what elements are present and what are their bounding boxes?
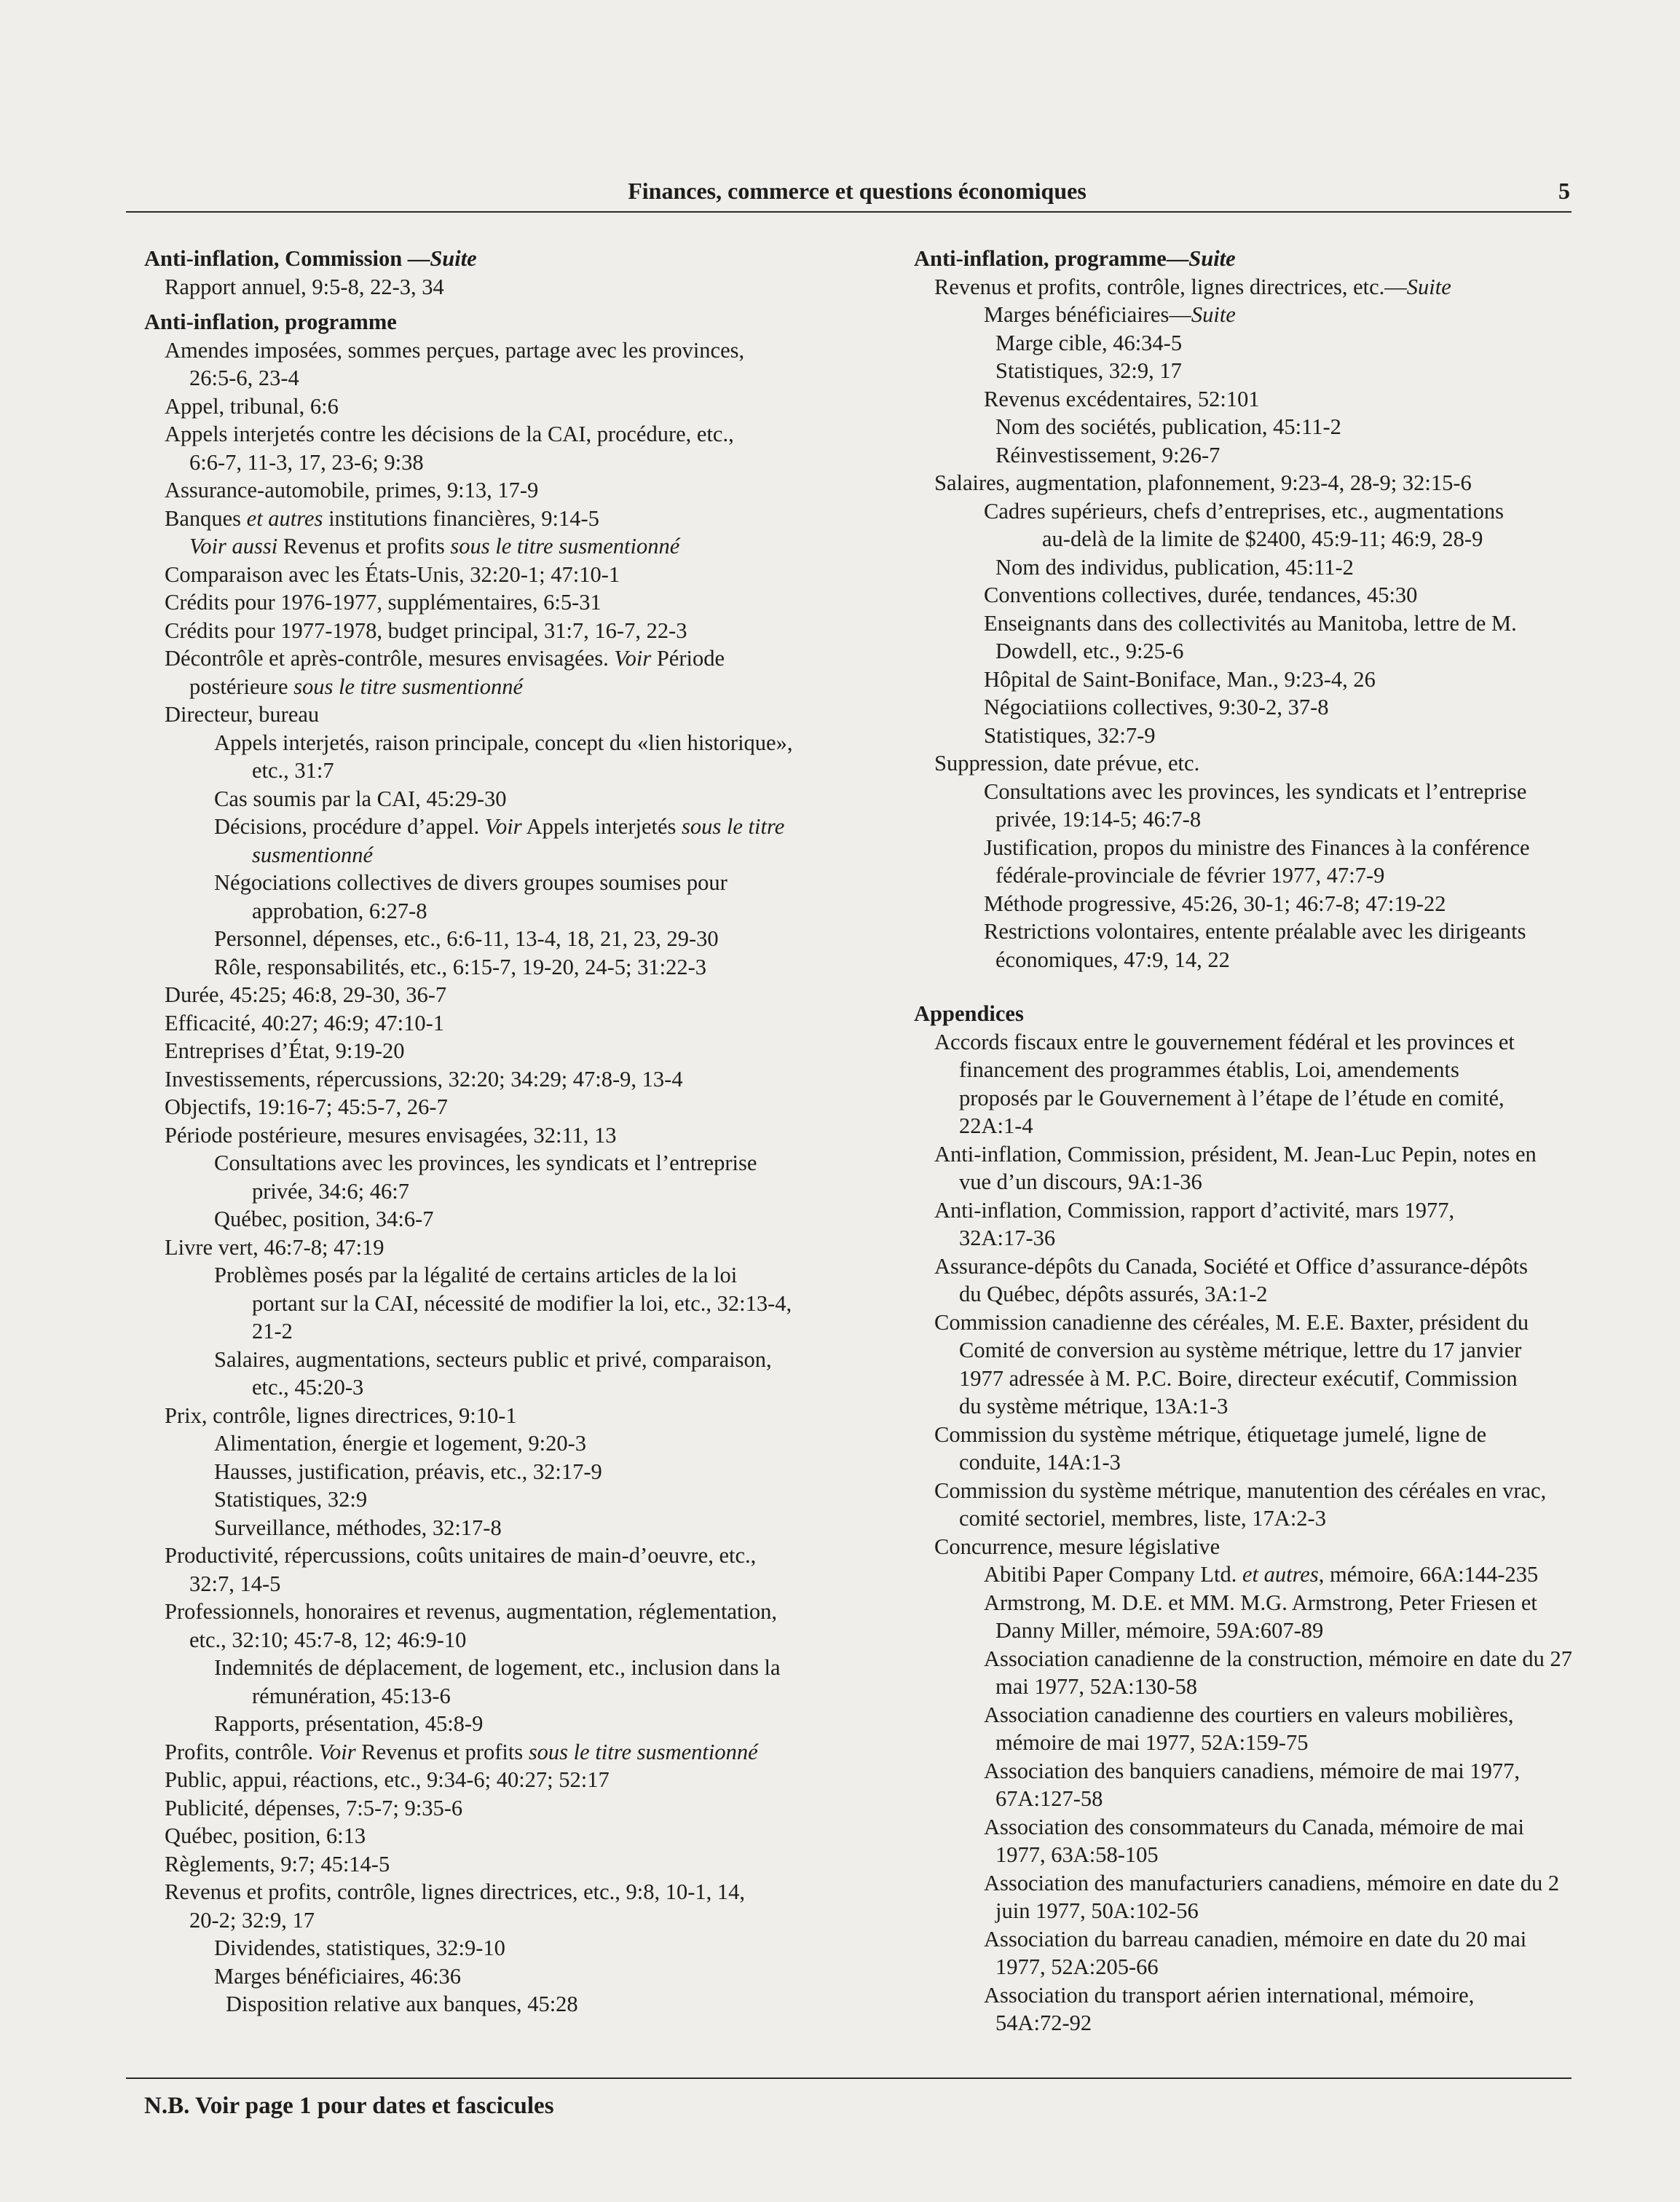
index-entry: au-delà de la limite de $2400, 45:9-11; 46:9, 28-9 xyxy=(1042,526,1483,551)
index-entry: Durée, 45:25; 46:8, 29-30, 36-7 xyxy=(165,982,447,1007)
index-entry: Assurance-dépôts du Canada, Société et Office d’assurance-dépôts xyxy=(934,1253,1529,1279)
index-entry: Appel, tribunal, 6:6 xyxy=(165,393,339,419)
index-entry: Rapport annuel, 9:5-8, 22-3, 34 xyxy=(165,274,444,299)
index-entry: Accords fiscaux entre le gouvernement fédéral et les provinces et xyxy=(934,1029,1515,1054)
index-entry: Anti-inflation, Commission, président, M. Jean-Luc Pepin, notes en xyxy=(934,1141,1537,1167)
index-entry: économiques, 47:9, 14, 22 xyxy=(995,947,1230,972)
index-entry: Restrictions volontaires, entente préalable avec les dirigeants xyxy=(984,919,1526,944)
index-entry: Livre vert, 46:7-8; 47:19 xyxy=(165,1234,384,1260)
index-entry: Statistiques, 32:9, 17 xyxy=(995,358,1182,383)
index-entry: Comité de conversion au système métrique, lettre du 17 janvier xyxy=(959,1338,1522,1362)
index-entry: Commission canadienne des céréales, M. E.E. Baxter, président du xyxy=(934,1309,1529,1335)
index-entry: 1977 adressée à M. P.C. Boire, directeur exécutif, Commission xyxy=(959,1365,1518,1391)
index-entry: 1977, 52A:205-66 xyxy=(995,1954,1159,1979)
index-entry: comité sectoriel, membres, liste, 17A:2-3 xyxy=(959,1506,1326,1531)
index-entry: susmentionné xyxy=(252,842,374,867)
index-entry: Période postérieure, mesures envisagées, 32:11, 13 xyxy=(165,1122,617,1148)
index-entry: Hôpital de Saint-Boniface, Man., 9:23-4, 26 xyxy=(984,666,1376,692)
index-entry: Association des consommateurs du Canada, mémoire de mai xyxy=(984,1814,1524,1839)
index-entry: Revenus excédentaires, 52:101 xyxy=(984,386,1260,411)
index-entry: Méthode progressive, 45:26, 30-1; 46:7-8; 47:19-22 xyxy=(984,891,1446,916)
index-entry: Comparaison avec les États-Unis, 32:20-1; 47:10-1 xyxy=(165,561,620,587)
index-entry: Publicité, dépenses, 7:5-7; 9:35-6 xyxy=(165,1795,463,1820)
index-entry: Prix, contrôle, lignes directrices, 9:10-1 xyxy=(165,1402,517,1428)
index-entry: Directeur, bureau xyxy=(165,702,320,727)
index-entry: Suppression, date prévue, etc. xyxy=(934,751,1200,776)
index-entry: Danny Miller, mémoire, 59A:607-89 xyxy=(995,1618,1324,1643)
index-entry: Marges bénéficiaires, 46:36 xyxy=(214,1963,462,1989)
index-entry: Disposition relative aux banques, 45:28 xyxy=(226,1992,578,2016)
index-entry: Alimentation, énergie et logement, 9:20-3 xyxy=(214,1431,587,1456)
index-entry: 32A:17-36 xyxy=(959,1226,1056,1250)
index-entry: Association des banquiers canadiens, mémoire de mai 1977, xyxy=(984,1758,1521,1783)
index-entry: etc., 32:10; 45:7-8, 12; 46:9-10 xyxy=(189,1627,467,1652)
index-entry: du Québec, dépôts assurés, 3A:1-2 xyxy=(959,1282,1268,1306)
index-entry: Productivité, répercussions, coûts unitaires de main-d’oeuvre, etc., xyxy=(165,1543,757,1568)
index-entry: Dowdell, etc., 9:25-6 xyxy=(995,639,1184,663)
index-entry: Québec, position, 34:6-7 xyxy=(214,1207,434,1231)
index-entry: etc., 45:20-3 xyxy=(252,1375,364,1400)
index-entry: Justification, propos du ministre des Finances à la conférence xyxy=(984,834,1530,860)
index-entry: 32:7, 14-5 xyxy=(189,1571,281,1596)
index-entry: Association du barreau canadien, mémoire en date du 20 mai xyxy=(984,1926,1527,1952)
index-entry: Rapports, présentation, 45:8-9 xyxy=(214,1711,484,1736)
section-spacer xyxy=(914,974,1635,993)
index-entry: etc., 31:7 xyxy=(252,758,334,783)
index-entry: fédérale-provinciale de février 1977, 47:7-9 xyxy=(995,863,1385,888)
index-heading: Appendices xyxy=(914,1001,1024,1026)
index-entry: mémoire de mai 1977, 52A:159-75 xyxy=(995,1730,1309,1755)
index-entry: Crédits pour 1977-1978, budget principal, 31:7, 16-7, 22-3 xyxy=(165,617,687,643)
index-entry: conduite, 14A:1-3 xyxy=(959,1450,1121,1475)
index-entry: Cadres supérieurs, chefs d’entreprises, etc., augmentations xyxy=(984,498,1504,524)
index-entry: Amendes imposées, sommes perçues, partage avec les provinces, xyxy=(165,337,745,363)
index-entry: Décisions, procédure d’appel. Voir Appels interjetés sous le titre xyxy=(214,814,785,839)
index-entry: Profits, contrôle. Voir Revenus et profits sous le titre susmentionné xyxy=(165,1739,758,1764)
index-entry: Nom des individus, publication, 45:11-2 xyxy=(995,554,1354,580)
index-entry: vue d’un discours, 9A:1-36 xyxy=(959,1169,1202,1194)
index-entry: 20-2; 32:9, 17 xyxy=(189,1907,315,1933)
index-entry: Anti-inflation, Commission, rapport d’activité, mars 1977, xyxy=(934,1197,1455,1223)
index-entry: Réinvestissement, 9:26-7 xyxy=(995,442,1220,467)
index-entry: Revenus et profits, contrôle, lignes directrices, etc., 9:8, 10-1, 14, xyxy=(165,1879,746,1904)
index-entry: Concurrence, mesure législative xyxy=(934,1534,1220,1559)
index-entry: Québec, position, 6:13 xyxy=(165,1823,366,1848)
index-entry: Armstrong, M. D.E. et MM. M.G. Armstrong, Peter Friesen et xyxy=(984,1590,1537,1615)
index-entry: Personnel, dépenses, etc., 6:6-11, 13-4, 18, 21, 23, 29-30 xyxy=(214,926,719,951)
footer-rule xyxy=(126,2077,1571,2079)
index-entry: Efficacité, 40:27; 46:9; 47:10-1 xyxy=(165,1010,444,1035)
index-entry: 26:5-6, 23-4 xyxy=(189,366,299,390)
index-entry: Investissements, répercussions, 32:20; 34:29; 47:8-9, 13-4 xyxy=(165,1066,683,1092)
page-title: Finances, commerce et questions économiques xyxy=(628,178,1087,204)
index-entry: Appels interjetés contre les décisions de la CAI, procédure, etc., xyxy=(165,422,734,446)
index-entry: Rôle, responsabilités, etc., 6:15-7, 19-20, 24-5; 31:22-3 xyxy=(214,954,706,979)
index-entry: Hausses, justification, préavis, etc., 32:17-9 xyxy=(214,1459,602,1484)
header-rule xyxy=(126,211,1571,213)
index-entry: Association du transport aérien international, mémoire, xyxy=(984,1982,1475,2008)
index-entry: 22A:1-4 xyxy=(959,1113,1033,1138)
footer-note: N.B. Voir page 1 pour dates et fascicules xyxy=(144,2093,554,2119)
index-entry: 6:6-7, 11-3, 17, 23-6; 9:38 xyxy=(189,449,424,475)
index-entry: Statistiques, 32:9 xyxy=(214,1487,368,1512)
index-entry: mai 1977, 52A:130-58 xyxy=(995,1674,1198,1699)
index-entry: Négociatiions collectives, 9:30-2, 37-8 xyxy=(984,695,1329,719)
index-entry: Banques et autres institutions financières, 9:14-5 xyxy=(165,505,599,531)
index-entry: Voir aussi Revenus et profits sous le titre susmentionné xyxy=(189,534,680,559)
index-entry: Public, appui, réactions, etc., 9:34-6; 40:27; 52:17 xyxy=(165,1767,610,1792)
index-entry: rémunération, 45:13-6 xyxy=(252,1683,451,1708)
index-entry: Objectifs, 19:16-7; 45:5-7, 26-7 xyxy=(165,1094,448,1119)
index-heading: Anti-inflation, Commission —Suite xyxy=(144,246,477,271)
index-entry: Salaires, augmentations, secteurs public et privé, comparaison, xyxy=(214,1346,772,1372)
index-entry: Crédits pour 1976-1977, supplémentaires, 6:5-31 xyxy=(165,590,602,615)
index-heading: Anti-inflation, programme—Suite xyxy=(914,246,1236,271)
index-entry: Marge cible, 46:34-5 xyxy=(995,330,1183,355)
index-entry: approbation, 6:27-8 xyxy=(252,898,427,923)
index-entry: financement des programmes établis, Loi, amendements xyxy=(959,1057,1459,1082)
index-entry: Règlements, 9:7; 45:14-5 xyxy=(165,1851,390,1877)
index-entry: Consultations avec les provinces, les syndicats et l’entreprise xyxy=(984,778,1527,804)
page-header xyxy=(144,173,1570,208)
index-entry: Marges bénéficiaires—Suite xyxy=(984,302,1236,327)
index-entry: Commission du système métrique, étiquetage jumelé, ligne de xyxy=(934,1421,1487,1447)
page-number: 5 xyxy=(1558,178,1570,204)
index-entry: Cas soumis par la CAI, 45:29-30 xyxy=(214,786,507,811)
index-entry: Dividendes, statistiques, 32:9-10 xyxy=(214,1935,505,1960)
index-entry: Indemnités de déplacement, de logement, etc., inclusion dans la xyxy=(214,1655,781,1680)
index-entry: Surveillance, méthodes, 32:17-8 xyxy=(214,1515,502,1540)
index-entry: 1977, 63A:58-105 xyxy=(995,1842,1159,1867)
index-entry: Assurance-automobile, primes, 9:13, 17-9 xyxy=(165,478,539,502)
index-entry: Nom des sociétés, publication, 45:11-2 xyxy=(995,414,1341,439)
index-entry: Association canadienne de la construction, mémoire en date du 27 xyxy=(984,1646,1572,1671)
index-entry: Commission du système métrique, manutention des céréales en vrac, xyxy=(934,1477,1547,1503)
index-entry: Enseignants dans des collectivités au Manitoba, lettre de M. xyxy=(984,610,1517,636)
index-entry: Appels interjetés, raison principale, concept du «lien historique», xyxy=(214,730,793,755)
index-entry: 21-2 xyxy=(252,1319,293,1343)
index-entry: privée, 19:14-5; 46:7-8 xyxy=(995,807,1202,832)
right-index-column xyxy=(914,245,1635,2037)
index-entry: Revenus et profits, contrôle, lignes directrices, etc.—Suite xyxy=(934,274,1451,299)
left-index-column xyxy=(144,245,905,2018)
index-entry: Négociations collectives de divers groupes soumises pour xyxy=(214,870,727,895)
index-entry: 67A:127-58 xyxy=(995,1786,1103,1811)
index-entry: Salaires, augmentation, plafonnement, 9:23-4, 28-9; 32:15-6 xyxy=(934,470,1472,495)
index-entry: privée, 34:6; 46:7 xyxy=(252,1178,410,1204)
index-entry: juin 1977, 50A:102-56 xyxy=(995,1898,1199,1923)
index-entry: Professionnels, honoraires et revenus, augmentation, réglementation, xyxy=(165,1599,778,1624)
index-entry: postérieure sous le titre susmentionné xyxy=(189,674,523,699)
index-entry: 54A:72-92 xyxy=(995,2010,1092,2035)
index-entry: Entreprises d’État, 9:19-20 xyxy=(165,1038,405,1063)
index-entry: Problèmes posés par la légalité de certains articles de la loi xyxy=(214,1263,738,1287)
index-entry: du système métrique, 13A:1-3 xyxy=(959,1394,1229,1418)
index-entry: Décontrôle et après-contrôle, mesures envisagées. Voir Période xyxy=(165,646,725,671)
index-entry: Association canadienne des courtiers en valeurs mobilières, xyxy=(984,1702,1514,1727)
index-entry: Conventions collectives, durée, tendances, 45:30 xyxy=(984,583,1418,607)
index-entry: Statistiques, 32:7-9 xyxy=(984,722,1156,748)
index-entry: Association des manufacturiers canadiens, mémoire en date du 2 xyxy=(984,1870,1560,1895)
index-entry: proposés par le Gouvernement à l’étape de l’étude en comité, xyxy=(959,1085,1504,1110)
index-entry: Abitibi Paper Company Ltd. et autres, mémoire, 66A:144-235 xyxy=(984,1562,1539,1587)
index-heading: Anti-inflation, programme xyxy=(144,309,397,334)
index-entry: Consultations avec les provinces, les syndicats et l’entreprise xyxy=(214,1151,757,1175)
index-entry: portant sur la CAI, nécessité de modifier la loi, etc., 32:13-4, xyxy=(252,1290,792,1316)
